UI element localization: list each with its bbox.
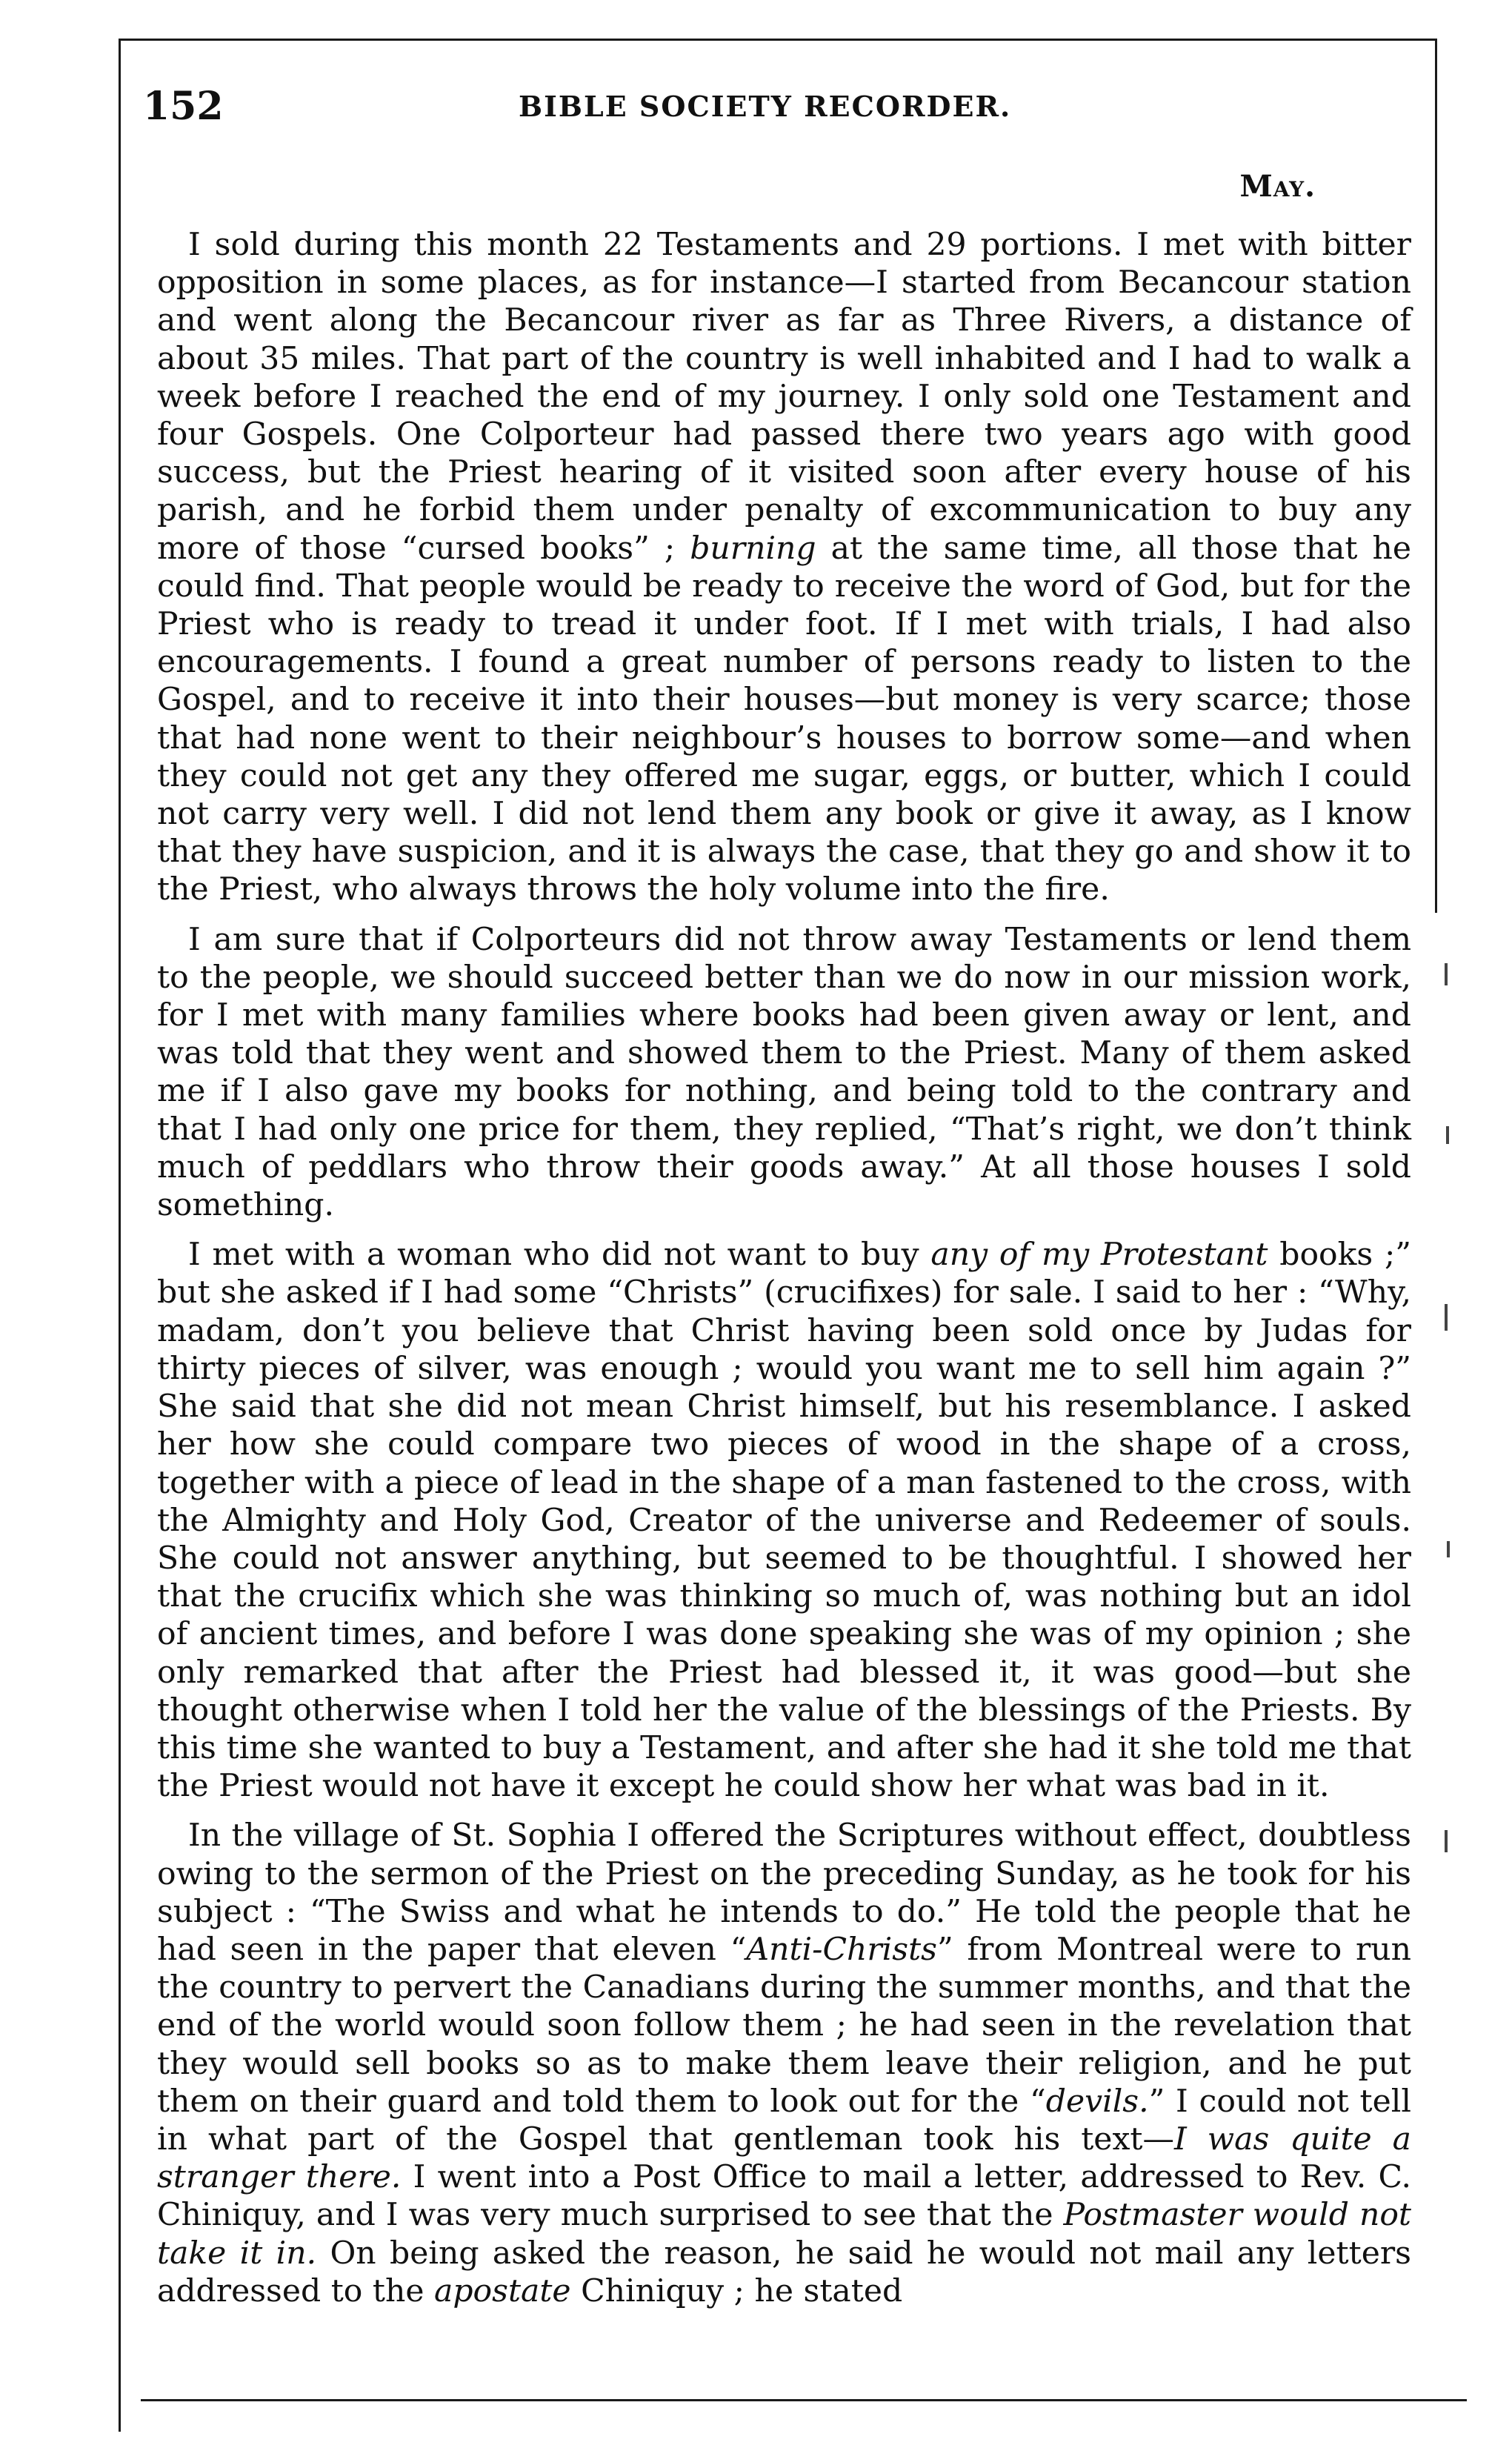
bottom-rule <box>141 2399 1467 2401</box>
running-head: BIBLE SOCIETY RECORDER. <box>519 90 1012 123</box>
margin-mark <box>1445 1304 1448 1331</box>
margin-mark <box>1446 1126 1449 1144</box>
margin-mark <box>1445 1830 1448 1852</box>
article-body <box>157 226 1411 2322</box>
top-rule <box>119 39 1437 41</box>
margin-mark <box>1447 1541 1450 1557</box>
paragraph: I met with a woman who did not want to buy any of my Protestant books ;” but she asked if I had some “Christs” (crucifixes) for sale. I said to her : “Why, madam, don’t you believe that Christ having been sold once by Judas for thirty pieces of silver, was enough ; would you want me to sell him again ?” She said that she did not mean Christ himself, but his resemblance. I asked her how she could compare two pieces of wood in the shape of a cross, together with a piece of lead in the shape of a man fastened to the cross, with the Almighty and Holy God, Creator of the universe and Redeemer of souls. She could not answer anything, but seemed to be thoughtful. I showed her that the crucifix which she was thinking so much of, was nothing but an idol of ancient times, and before I was done speaking she was of my opinion ; she only remarked that after the Priest had blessed it, it was good—but she thought otherwise when I told her the value of the blessings of the Priests. By this time she wanted to buy a Testament, and after she had it she told me that the Priest would not have it except he could show her what was bad in it. <box>157 1237 1411 1805</box>
paragraph: I sold during this month 22 Testaments and 29 portions. I met with bitter opposition in some places, as for instance—I started from Becancour station and went along the Becancour river as far as Three Rivers, a distance of about 35 miles. That part of the country is well inhabited and I had to walk a week before I reached the end of my journey. I only sold one Testament and four Gospels. One Colporteur had passed there two years ago with good success, but the Priest hearing of it visited soon after every house of his parish, and he forbid them under penalty of excommunication to buy any more of those “cursed books” ; burning at the same time, all those that he could find. That people would be ready to receive the word of God, but for the Priest who is ready to tread it under foot. If I met with trials, I had also encouragements. I found a great number of persons ready to listen to the Gospel, and to receive it into their houses—but money is very scarce; those that had none went to their neighbour’s houses to borrow some—and when they could not get any they offered me sugar, eggs, or butter, which I could not carry very well. I did not lend them any book or give it away, as I know that they have suspicion, and it is always the case, that they go and show it to the Priest, who always throws the holy volume into the fire. <box>157 227 1411 908</box>
paragraph: In the village of St. Sophia I offered the Scriptures without effect, doubtless owing to the sermon of the Priest on the preceding Sunday, as he took for his subject : “The Swiss and what he intends to do.” He told the people that he had seen in the paper that eleven “Anti-Christs” from Montreal were to run the country to pervert the Canadians during the summer months, and that the end of the world would soon follow them ; he had seen in the revelation that they would sell books so as to make them leave their religion, and he put them on their guard and told them to look out for the “devils.” I could not tell in what part of the Gospel that gentleman took his text—I was quite a stranger there. I went into a Post Office to mail a letter, addressed to Rev. C. Chiniquy, and I was very much surprised to see that the Postmaster would not take it in. On being asked the reason, he said he would not mail any letters addressed to the apostate Chiniquy ; he stated <box>157 1817 1412 2309</box>
month-heading: May. <box>1239 169 1316 204</box>
page-number: 152 <box>143 84 224 129</box>
margin-mark <box>1445 963 1448 985</box>
right-rule <box>1435 39 1437 913</box>
left-rule <box>119 39 121 2432</box>
paragraph: I am sure that if Colporteurs did not throw away Testaments or lend them to the people, we should succeed better than we do now in our mission work, for I met with many families where books had been given away or lent, and was told that they went and showed them to the Priest. Many of them asked me if I also gave my books for nothing, and being told to the contrary and that I had only one price for them, they replied, “That’s right, we don’t think much of peddlars who throw their goods away.” At all those houses I sold something. <box>157 921 1411 1224</box>
